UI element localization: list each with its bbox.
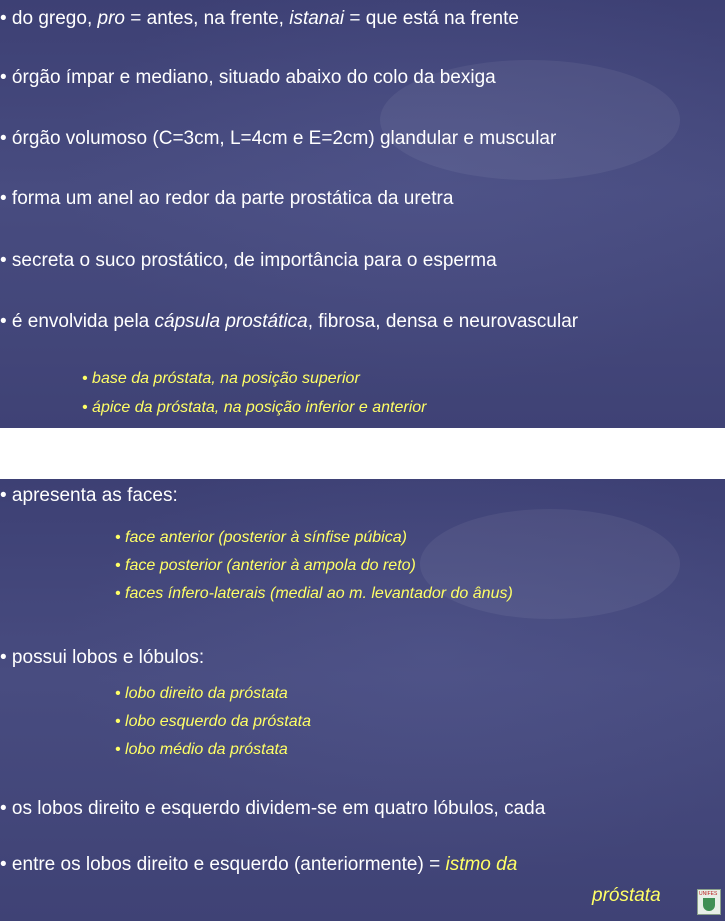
bullet-etymology: • do grego, pro = antes, na frente, istanai = que está na frente bbox=[0, 8, 519, 29]
subbullet-base: • base da próstata, na posição superior bbox=[82, 370, 360, 387]
lobos-title: • possui lobos e lóbulos: bbox=[0, 647, 205, 668]
shield-icon bbox=[703, 898, 715, 911]
slide-2 bbox=[0, 479, 725, 921]
bullet-istmo: • entre os lobos direito e esquerdo (anteriormente) = istmo da bbox=[0, 854, 518, 875]
logo-lettering: UNIFES bbox=[699, 891, 718, 897]
istmo-continuation: próstata bbox=[592, 885, 661, 906]
bullet-ring: • forma um anel ao redor da parte prostática da uretra bbox=[0, 188, 454, 209]
university-logo bbox=[697, 889, 721, 915]
bullet-lobulos: • os lobos direito e esquerdo dividem-se em quatro lóbulos, cada bbox=[0, 798, 546, 819]
faces-title: • apresenta as faces: bbox=[0, 485, 178, 506]
face-anterior: • face anterior (posterior à sínfise púbica) bbox=[115, 529, 407, 546]
subbullet-apex: • ápice da próstata, na posição inferior e anterior bbox=[82, 399, 427, 416]
bullet-capsule: • é envolvida pela cápsula prostática, fibrosa, densa e neurovascular bbox=[0, 311, 579, 332]
lobo-direito: • lobo direito da próstata bbox=[115, 685, 288, 702]
bullet-size: • órgão volumoso (C=3cm, L=4cm e E=2cm) glandular e muscular bbox=[0, 128, 557, 149]
lobo-medio: • lobo médio da próstata bbox=[115, 741, 288, 758]
bullet-secretion: • secreta o suco prostático, de importância para o esperma bbox=[0, 250, 497, 271]
slide-1 bbox=[0, 0, 725, 428]
bullet-location: • órgão ímpar e mediano, situado abaixo do colo da bexiga bbox=[0, 67, 496, 88]
lobo-esquerdo: • lobo esquerdo da próstata bbox=[115, 713, 311, 730]
face-infero-lateral: • faces ínfero-laterais (medial ao m. levantador do ânus) bbox=[115, 585, 513, 602]
face-posterior: • face posterior (anterior à ampola do reto) bbox=[115, 557, 416, 574]
